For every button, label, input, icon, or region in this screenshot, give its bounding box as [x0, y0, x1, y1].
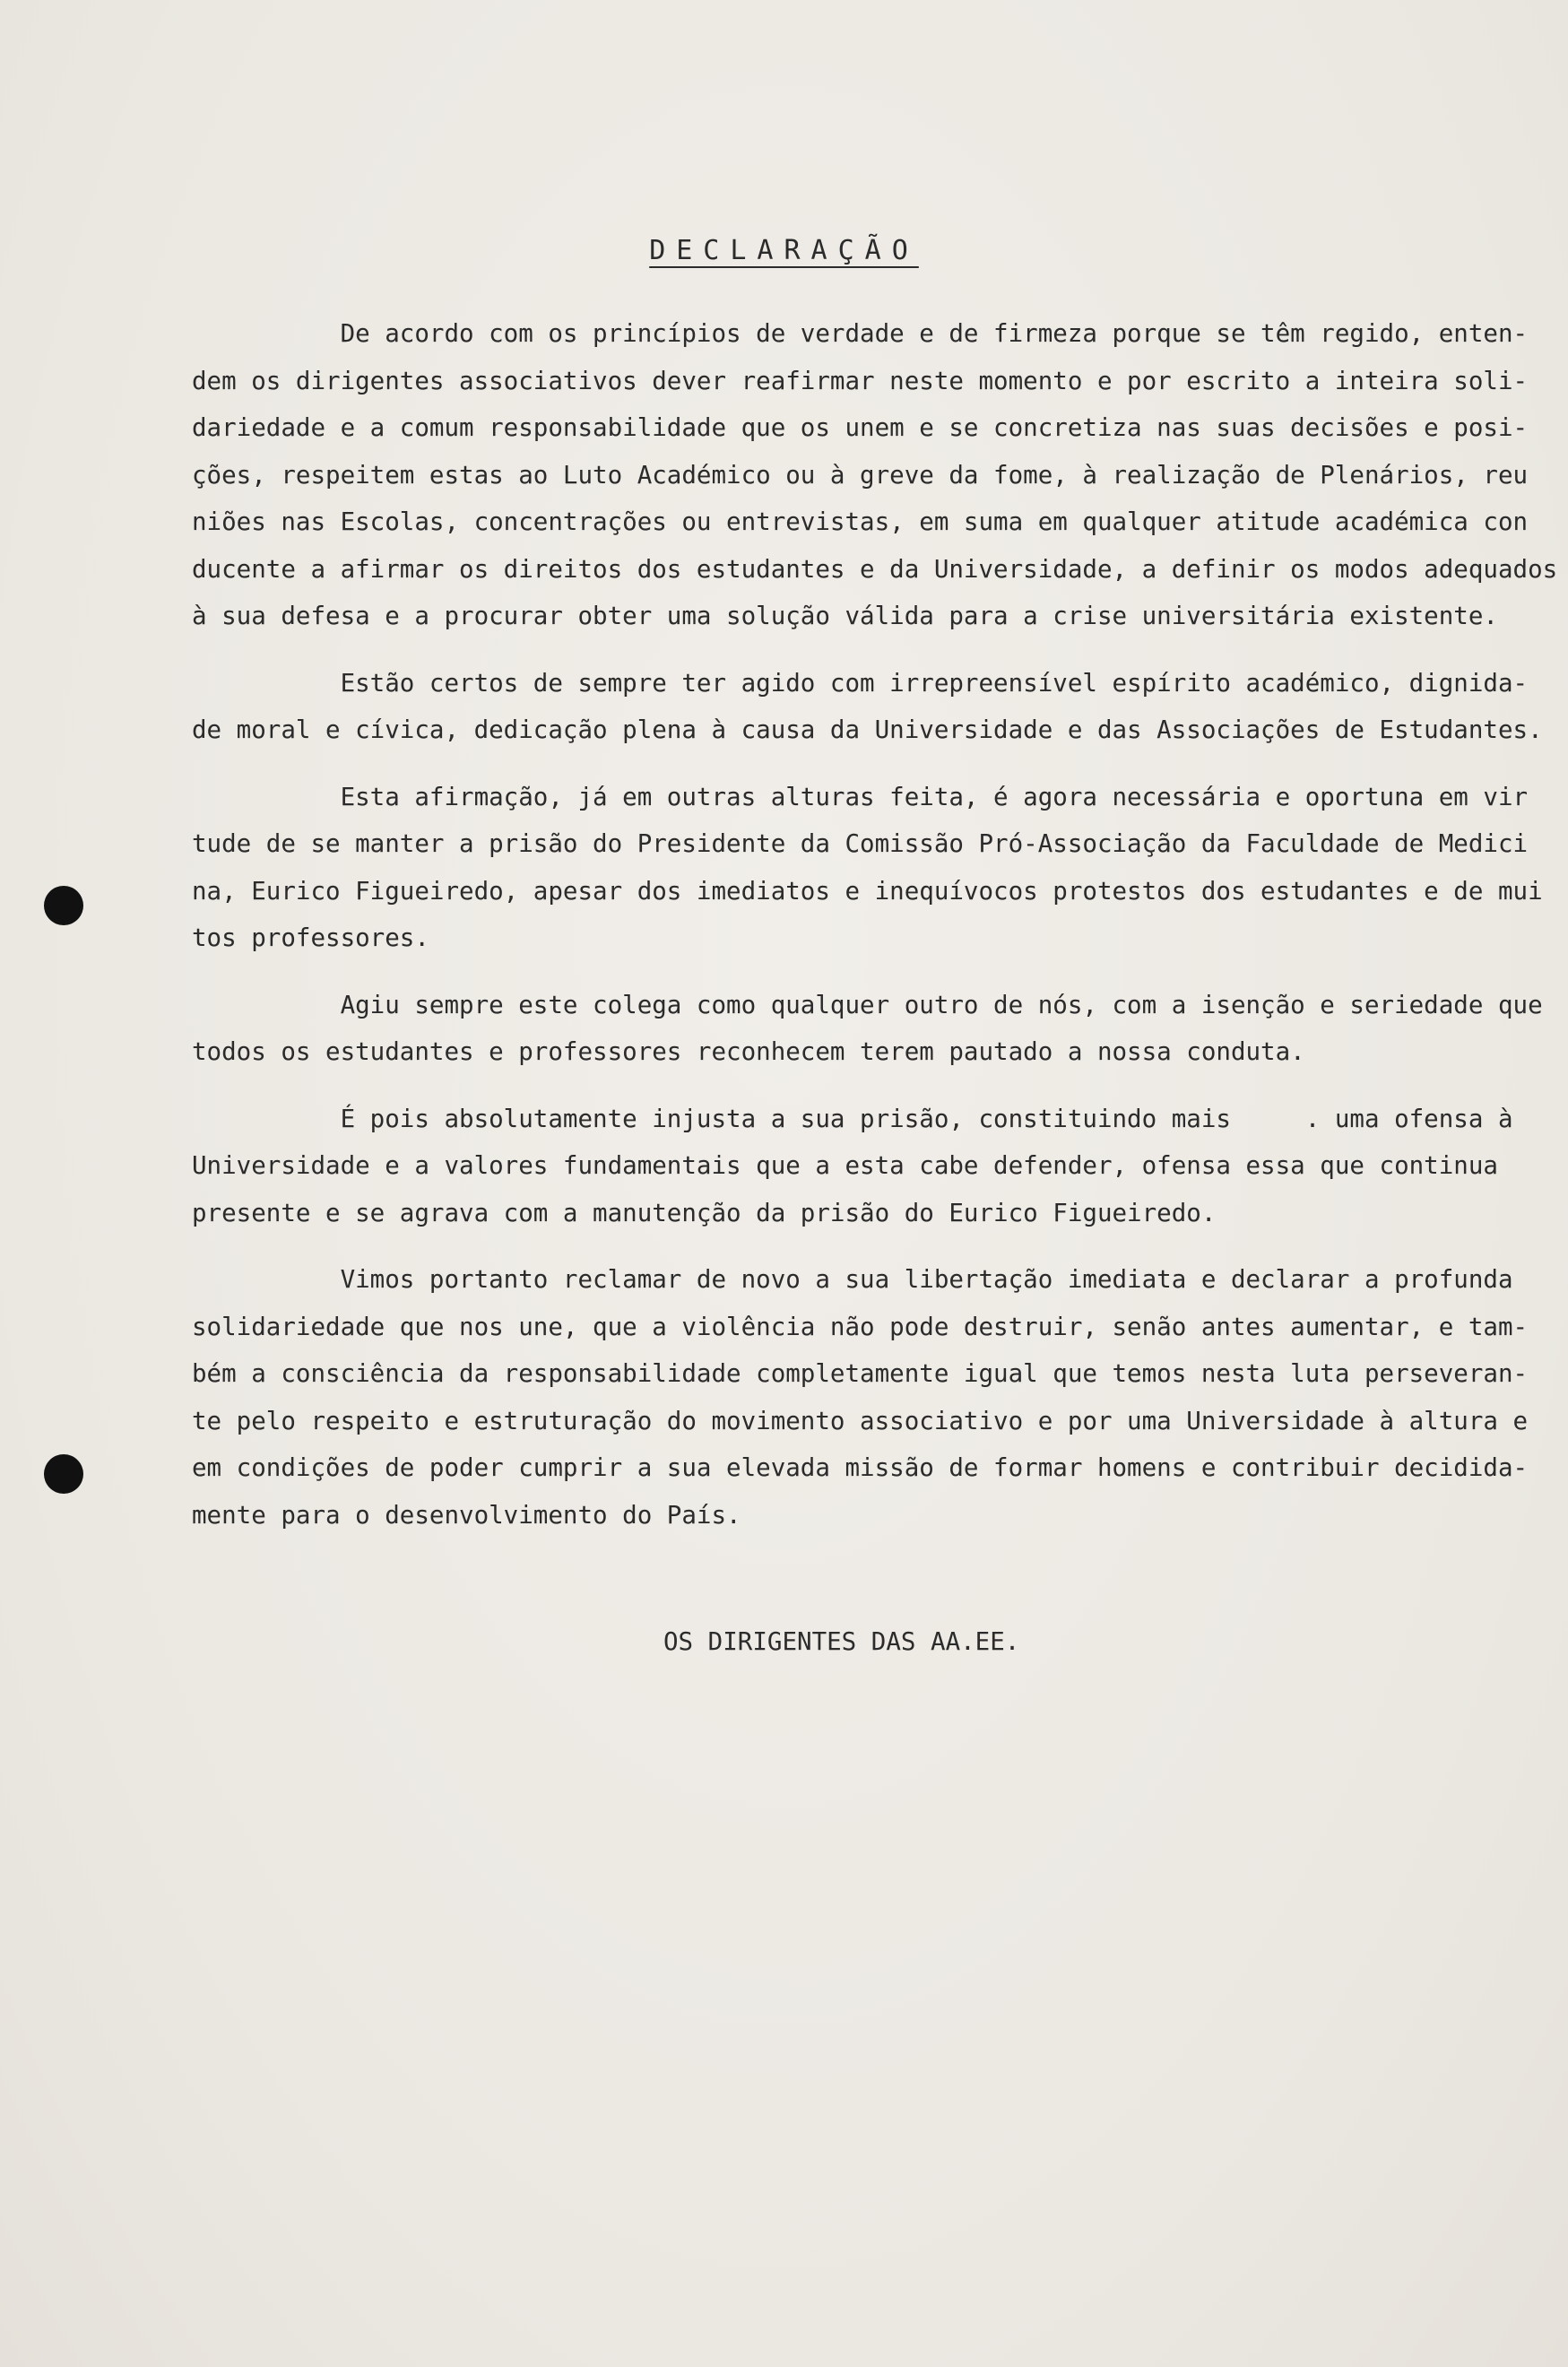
- text-line: solidariedade que nos une, que a violência não pode destruir, senão antes aumentar, e tam-: [192, 1312, 1529, 1341]
- text-line: dem os dirigentes associativos dever reafirmar neste momento e por escrito a inteira soli-: [192, 366, 1529, 395]
- text-line: na, Eurico Figueiredo, apesar dos imediatos e inequívocos protestos dos estudantes e de mui: [192, 876, 1543, 906]
- text-line: Estão certos de sempre ter agido com irrepreensível espírito académico, dignida-: [192, 668, 1529, 698]
- text-line: te pelo respeito e estruturação do movimento associativo e por uma Universidade à altura e: [192, 1406, 1529, 1435]
- paragraph: [192, 1096, 1513, 1237]
- text-line: todos os estudantes e professores reconhecem terem pautado a nossa conduta.: [192, 1037, 1305, 1066]
- signature-line: OS DIRIGENTES DAS AA.EE.: [663, 1627, 1020, 1656]
- paragraph: [192, 1256, 1529, 1539]
- document-body: [192, 310, 1558, 1558]
- punch-hole-bottom: [44, 1454, 83, 1494]
- text-line: niões nas Escolas, concentrações ou entrevistas, em suma em qualquer atitude académica con: [192, 507, 1529, 536]
- text-line: Esta afirmação, já em outras alturas feita, é agora necessária e oportuna em vir: [192, 782, 1529, 811]
- paragraph: [192, 660, 1543, 754]
- text-line: tos professores.: [192, 923, 429, 952]
- document-title: DECLARAÇÃO: [649, 235, 919, 266]
- text-line: de moral e cívica, dedicação plena à causa da Universidade e das Associações de Estudantes.: [192, 715, 1543, 744]
- text-line: à sua defesa e a procurar obter uma solução válida para a crise universitária existente.: [192, 602, 1498, 630]
- text-line: Vimos portanto reclamar de novo a sua libertação imediata e declarar a profunda: [192, 1265, 1513, 1294]
- text-line: dariedade e a comum responsabilidade que os unem e se concretiza nas suas decisões e posi-: [192, 413, 1529, 442]
- text-line: em condições de poder cumprir a sua elevada missão de formar homens e contribuir decidida-: [192, 1453, 1529, 1482]
- text-line: ções, respeitem estas ao Luto Académico ou à greve da fome, à realização de Plenários, reu: [192, 460, 1529, 490]
- text-line: ducente a afirmar os direitos dos estudantes e da Universidade, a definir os modos adequados: [192, 554, 1558, 584]
- punch-hole-top: [44, 886, 83, 925]
- paragraph: [192, 982, 1543, 1076]
- text-line: Agiu sempre este colega como qualquer outro de nós, com a isenção e seriedade que: [192, 990, 1543, 1019]
- text-line: presente e se agrava com a manutenção da prisão do Eurico Figueiredo.: [192, 1198, 1217, 1227]
- text-line: tude de se manter a prisão do Presidente da Comissão Pró-Associação da Faculdade de Medici: [192, 829, 1529, 858]
- text-line: É pois absolutamente injusta a sua prisão, constituindo mais . uma ofensa à: [192, 1104, 1513, 1133]
- paragraph: [192, 774, 1543, 962]
- text-line: Universidade e a valores fundamentais que a esta cabe defender, ofensa essa que continua: [192, 1151, 1498, 1180]
- paragraph: [192, 310, 1558, 640]
- text-line: De acordo com os princípios de verdade e de firmeza porque se têm regido, enten-: [192, 319, 1529, 348]
- text-line: bém a consciência da responsabilidade completamente igual que temos nesta luta perseveran-: [192, 1359, 1529, 1388]
- text-line: mente para o desenvolvimento do País.: [192, 1500, 741, 1530]
